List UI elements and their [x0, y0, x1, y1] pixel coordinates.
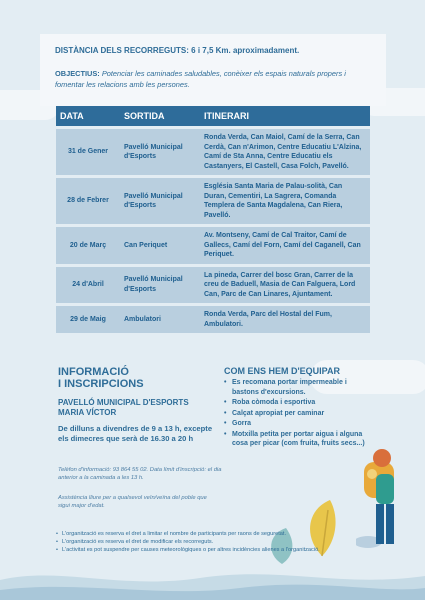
info-title	[58, 366, 144, 390]
list-item: • Es recomana portar impermeable i bastons d'excursions.	[222, 378, 372, 397]
ground-decoration	[0, 560, 425, 600]
row-start: Pavelló Municipal d'Esports	[120, 128, 200, 177]
phone-info: Telèfon d'informació: 93 864 55 02. Data límit d'inscripció: el dia anterior a la caminada a les 13 h.	[58, 467, 222, 481]
row-date: 29 de Maig	[56, 305, 120, 334]
objectives-label: OBJECTIUS:	[55, 69, 100, 78]
venue-name: PAVELLÓ MUNICIPAL D'ESPORTS MARIA VÍCTOR	[58, 398, 189, 417]
row-route: Av. Montseny, Camí de Cal Traitor, Camí de Gallecs, Camí del Forn, Camí del Caganell, Can Periquet.	[200, 226, 370, 266]
distance-line	[55, 46, 375, 55]
row-route: Església Santa Maria de Palau-solità, Can Duran, Cementiri, La Sagrera, Comanda Templera de Santa Magdalena, Can Riera, Pavelló.	[200, 177, 370, 226]
row-start: Ambulatori	[120, 305, 200, 334]
objectives-line	[55, 68, 375, 90]
list-item: • Calçat apropiat per caminar	[222, 409, 372, 419]
equipment-title: COM ENS HEM D'EQUIPAR	[224, 366, 340, 376]
walks-table	[56, 106, 370, 333]
opening-hours: De dilluns a divendres de 9 a 13 h, excepte els dimecres que serà de 16.30 a 20 h	[58, 424, 213, 443]
table-row	[56, 226, 370, 266]
equipment-list	[222, 378, 372, 450]
row-date: 20 de Març	[56, 226, 120, 266]
row-route: Ronda Verda, Can Maiol, Camí de la Serra, Can Cerdà, Can n'Arimon, Centre Educatiu L'Alzina, Camí de Sta Anna, Centre Educatiu els Castanyers, El Castell, Casa Folch, Pavelló.	[200, 128, 370, 177]
notes-list	[56, 530, 386, 554]
table-row	[56, 177, 370, 226]
list-item: • L'organització es reserva el dret a limitar el nombre de participants per raons de seguretat.	[56, 530, 386, 538]
list-item: • L'organització es reserva el dret de modificar els recorreguts.	[56, 538, 386, 546]
row-route: Ronda Verda, Parc del Hostal del Fum, Ambulatori.	[200, 305, 370, 334]
table-row	[56, 128, 370, 177]
list-item: • Gorra	[222, 419, 372, 429]
table-row	[56, 265, 370, 305]
list-item: • L'activitat es pot suspendre per causes meteorològiques o per altres incidències alienes a l'organització.	[56, 546, 386, 554]
table-header-row	[56, 106, 370, 128]
row-date: 24 d'Abril	[56, 265, 120, 305]
row-start: Pavelló Municipal d'Esports	[120, 177, 200, 226]
distance-label: DISTÀNCIA DELS RECORREGUTS:	[55, 46, 189, 55]
row-date: 28 de Febrer	[56, 177, 120, 226]
assistance-note: Assistència lliure per a qualsevol veïn/veïna del poble que sigui major d'edat.	[58, 495, 207, 509]
list-item: • Motxilla petita per portar aigua i alguna cosa per picar (com fruita, fruits secs...)	[222, 430, 372, 449]
header-start: SORTIDA	[120, 106, 200, 128]
list-item: • Roba còmoda i esportiva	[222, 398, 372, 408]
row-route: La pineda, Carrer del bosc Gran, Carrer de la creu de Baduell, Masia de Can Falguera, Lord Can, Parc de Can Linares, Ajuntament.	[200, 265, 370, 305]
header-date: DATA	[56, 106, 120, 128]
info-title-line2: I INSCRIPCIONS	[58, 378, 144, 390]
row-start: Can Periquet	[120, 226, 200, 266]
table-row	[56, 305, 370, 334]
distance-value: 6 i 7,5 Km. aproximadament.	[191, 46, 300, 55]
objectives-text: Potenciar les caminades saludables, conèixer els espais naturals propers i fomentar les relacions amb les persones.	[55, 69, 346, 89]
info-title-line1: INFORMACIÓ	[58, 366, 129, 378]
row-date: 31 de Gener	[56, 128, 120, 177]
header-route: ITINERARI	[200, 106, 370, 128]
row-start: Pavelló Municipal d'Esports	[120, 265, 200, 305]
